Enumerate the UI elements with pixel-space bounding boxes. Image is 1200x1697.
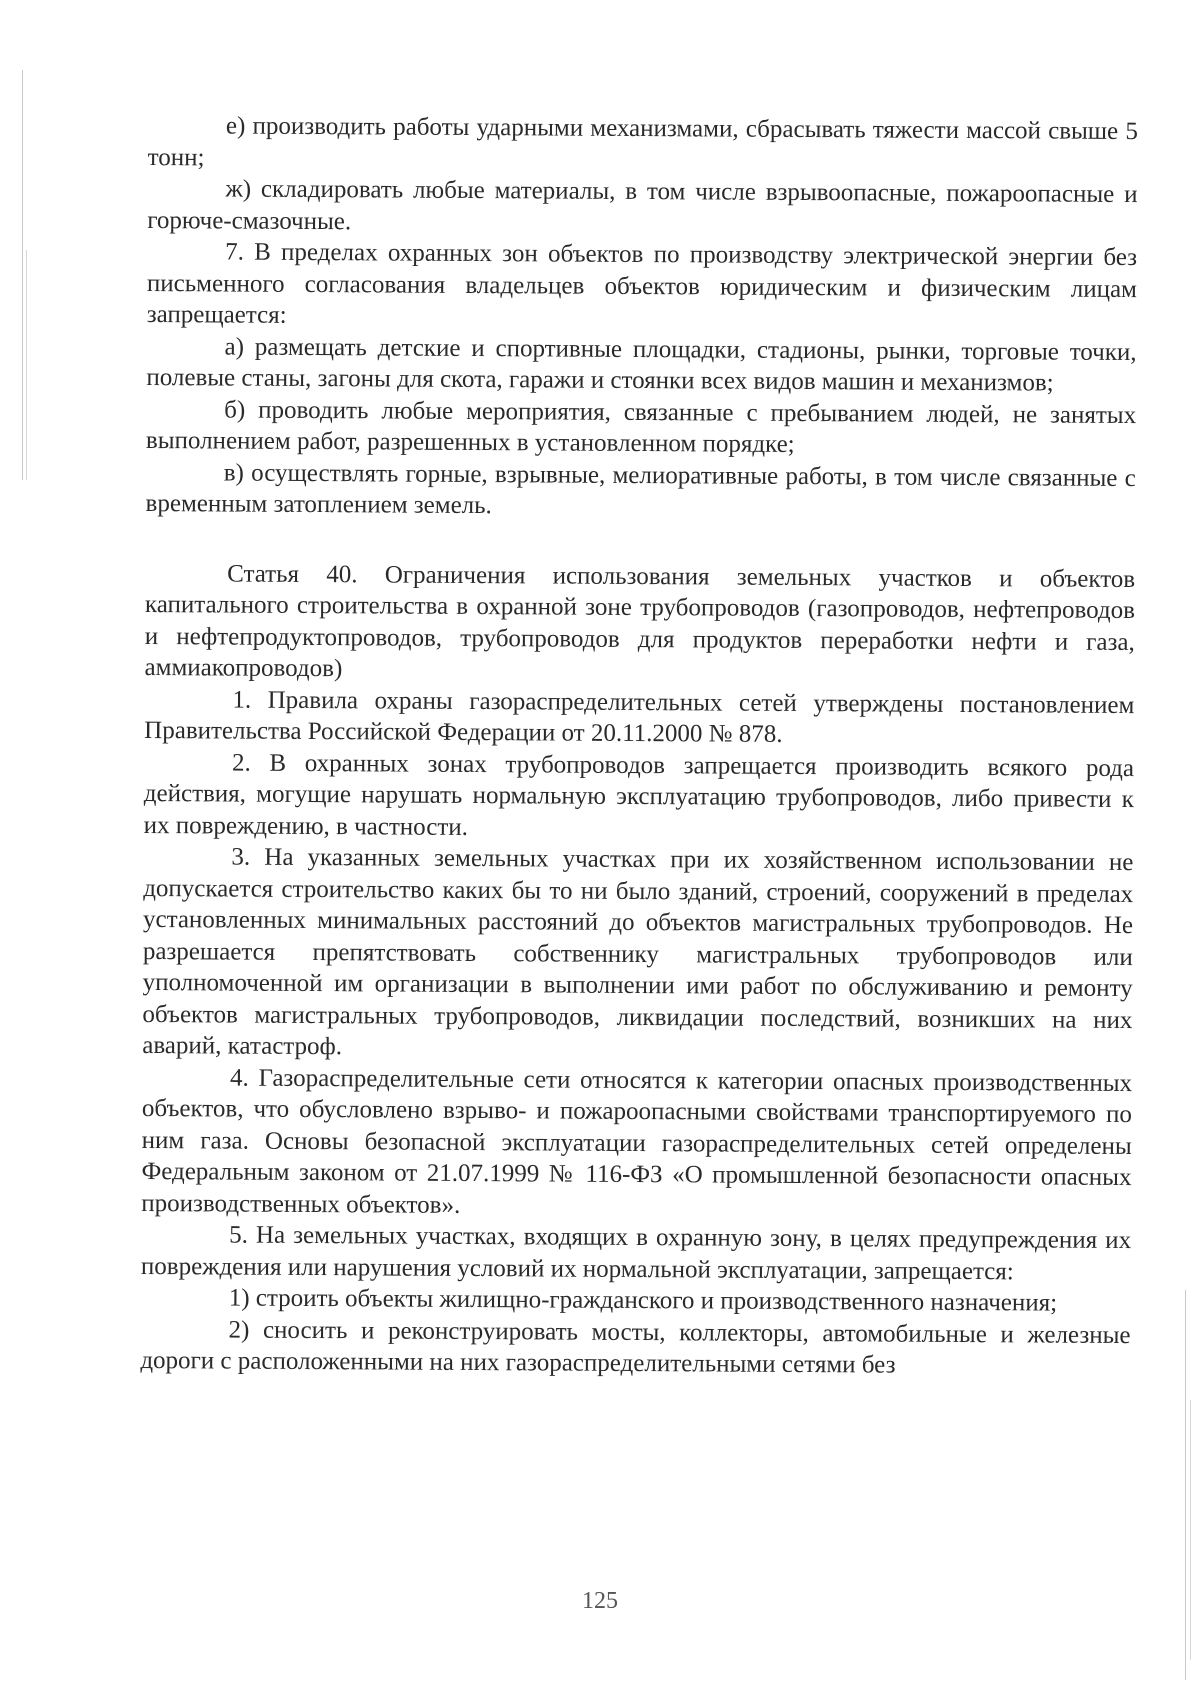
list-item-v: в) осуществлять горные, взрывные, мелиоративные работы, в том числе связанные с временным затоплением земель. (145, 458, 1136, 520)
paragraph-3: 3. На указанных земельных участках при их хозяйственном использовании не допускается строительство каких бы то ни было зданий, строений, сооружений в пределах установленных минимальных расстояний до объектов магистральных трубопроводов. Не разрешается препятствовать собственнику магистральных трубопроводов или уполномоченной им организации в выполнении ими работ по обслуживанию и ремонту объектов магистральных трубопроводов, ликвидации последствий, возникших на них аварий, катастроф. (142, 843, 1134, 1061)
scan-edge-mark (1185, 1290, 1186, 1680)
paragraph-7: 7. В пределах охранных зон объектов по производству электрической энергии без письменного согласования владельцев объектов юридическим и физическим лицам запрещается: (146, 238, 1138, 329)
page-number: 125 (582, 1588, 618, 1614)
list-item-b: б) проводить любые мероприятия, связанные с пребыванием людей, не занятых выполнением работ, разрешенных в установленном порядке; (145, 395, 1137, 458)
scan-edge-mark (26, 250, 27, 480)
section-spacer (145, 519, 1135, 563)
scan-edge-mark (22, 70, 23, 480)
list-item-1: 1) строить объекты жилищно-гражданского и производственного назначения; (228, 1284, 1058, 1317)
document-body (140, 110, 1138, 1383)
list-item-zh: ж) складировать любые материалы, в том числе взрывоопасные, пожароопасные и горюче-смазочные. (147, 175, 1138, 235)
paragraph-5: 5. На земельных участках, входящих в охранную зону, в целях предупреждения их повреждения или нарушения условий их нормальной эксплуатации, запрещается: (140, 1221, 1132, 1285)
paragraph-2: 2. В охранных зонах трубопроводов запрещается производить всякого рода действия, могущие нарушать нормальную эксплуатацию трубопроводов, либо привести к их повреждению, в частности. (143, 749, 1135, 841)
list-item-2: 2) сносить и реконструировать мосты, коллекторы, автомобильные и железные дороги с расположенными на них газораспределительными сетями без (140, 1316, 1131, 1379)
article-40-heading: Статья 40. Ограничения использования земельных участков и объектов капитального строительства в охранной зоне трубопроводов (газопроводов, нефтепроводов и нефтепродуктопроводов, трубопроводов для продуктов переработки нефти и газа, аммиакопроводов) (144, 559, 1136, 683)
list-item-e: е) производить работы ударными механизмами, сбрасывать тяжести массой свыше 5 тонн; (147, 112, 1138, 171)
paragraph-4: 4. Газораспределительные сети относятся к категории опасных производственных объектов, что обусловлено взрыво- и пожароопасными свойствами транспортируемого по ним газа. Основы безопасной эксплуатации газораспределительных сетей определены Федеральным законом от 21.07.1999 № 116-ФЗ «О промышленной безопасности опасных производственных объектов». (141, 1064, 1133, 1219)
paragraph-1: 1. Правила охраны газораспределительных сетей утверждены постановлением Правительства Российской Федерации от 20.11.2000 № 878. (144, 686, 1135, 748)
list-item-a: а) размещать детские и спортивные площадки, стадионы, рынки, торговые точки, полевые станы, загоны для скота, гаражи и стоянки всех видов машин и механизмов; (146, 332, 1137, 397)
scan-edge-mark (1190, 1400, 1191, 1660)
